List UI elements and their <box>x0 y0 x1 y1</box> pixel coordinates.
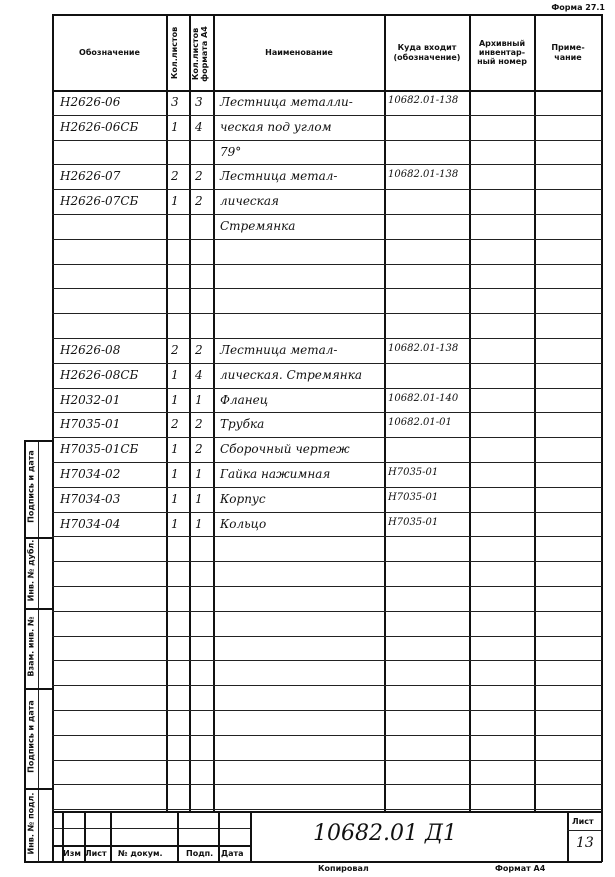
row-count: 1 <box>171 442 179 456</box>
stamp-sheet-number: 13 <box>576 835 594 851</box>
row-a4: 4 <box>195 120 203 134</box>
row-count: 1 <box>171 194 179 208</box>
row-where: 10682.01-140 <box>388 393 459 404</box>
row-where: H7035-01 <box>388 517 439 528</box>
row-line <box>52 636 602 637</box>
side-label-sign-date-top: Подпись и дата <box>26 450 36 523</box>
row-line <box>52 536 602 537</box>
row-a4: 3 <box>195 95 203 109</box>
row-name: Фланец <box>220 393 269 407</box>
side-label-dupl-inv: Инв. № дубл. <box>26 539 36 602</box>
stamp-date: Дата <box>221 849 244 858</box>
row-a4: 1 <box>195 393 203 407</box>
row-a4: 1 <box>195 467 203 481</box>
row-line <box>52 313 602 314</box>
stamp-col-d <box>177 811 179 861</box>
stamp-row-2 <box>52 845 250 847</box>
row-designation: H7035-01 <box>60 417 121 431</box>
row-designation: H2032-01 <box>60 393 121 407</box>
side-label-sign-date-bottom: Подпись и дата <box>26 700 36 773</box>
stamp-sheet-label: Лист <box>572 817 594 826</box>
row-count: 1 <box>171 467 179 481</box>
row-designation: H7034-04 <box>60 517 121 531</box>
row-line <box>52 487 602 488</box>
row-line <box>52 685 602 686</box>
row-line <box>52 189 602 190</box>
row-line <box>52 611 602 612</box>
stamp-col-c <box>110 811 112 861</box>
row-count: 1 <box>171 368 179 382</box>
row-designation: H2626-06СБ <box>60 120 139 134</box>
row-line <box>52 140 602 141</box>
row-count: 3 <box>171 95 179 109</box>
row-name: ческая под углом <box>220 120 332 134</box>
row-line <box>52 412 602 413</box>
row-line <box>52 214 602 215</box>
side-label-orig-inv: Инв. № подл. <box>26 792 36 855</box>
stamp-row-1 <box>52 828 250 829</box>
row-name: Лестница металли- <box>220 95 353 109</box>
side-strip-divider <box>38 440 39 862</box>
row-a4: 2 <box>195 169 203 183</box>
row-count: 1 <box>171 120 179 134</box>
form-label: Форма 27.1 <box>551 3 605 12</box>
row-line <box>52 363 602 364</box>
row-name: Стремянка <box>220 219 296 233</box>
header-note: Приме-чание <box>551 43 585 62</box>
row-name: Лестница метал- <box>220 343 338 357</box>
header-designation: Обозначение <box>79 47 140 57</box>
row-line <box>52 809 602 810</box>
header-archive: Архивный инвентар-ный номер <box>477 38 527 67</box>
stamp-col-g <box>567 811 569 861</box>
row-name: Сборочный чертеж <box>220 442 350 456</box>
row-where: H7035-01 <box>388 467 439 478</box>
row-line <box>52 462 602 463</box>
row-designation: H2626-07 <box>60 169 121 183</box>
row-line <box>52 437 602 438</box>
row-count: 1 <box>171 517 179 531</box>
row-name: Лестница метал- <box>220 169 338 183</box>
row-a4: 4 <box>195 368 203 382</box>
row-name: Корпус <box>220 492 266 506</box>
row-a4: 1 <box>195 517 203 531</box>
row-where: 10682.01-138 <box>388 169 459 180</box>
document-code: 10682.01 Д1 <box>313 821 457 846</box>
header-sheets-a4: Кол.листов формата А4 <box>191 26 209 82</box>
row-line <box>52 586 602 587</box>
row-line <box>52 735 602 736</box>
row-count: 2 <box>171 169 179 183</box>
row-name: Кольцо <box>220 517 267 531</box>
row-line <box>52 388 602 389</box>
footer-copied: Копировал <box>318 864 369 873</box>
row-line <box>52 239 602 240</box>
stamp-sheet-sep <box>567 830 601 831</box>
row-a4: 2 <box>195 442 203 456</box>
row-name: лическая <box>220 194 279 208</box>
row-designation: H2626-08 <box>60 343 121 357</box>
stamp-col-f <box>250 811 252 861</box>
row-line <box>52 784 602 785</box>
row-line <box>52 338 602 339</box>
row-line <box>52 710 602 711</box>
side-label-replace-inv: Взам. инв. № <box>26 616 36 677</box>
row-line <box>52 164 602 165</box>
row-designation: H7034-03 <box>60 492 121 506</box>
row-where: 10682.01-138 <box>388 343 459 354</box>
row-count: 1 <box>171 492 179 506</box>
row-line <box>52 660 602 661</box>
row-line <box>52 264 602 265</box>
row-line <box>52 288 602 289</box>
row-name: лическая. Стремянка <box>220 368 363 382</box>
row-line <box>52 115 602 116</box>
header-where-used: Куда входит (обозначение) <box>393 43 461 62</box>
row-where: H7035-01 <box>388 492 439 503</box>
row-designation: H2626-07СБ <box>60 194 139 208</box>
row-count: 1 <box>171 393 179 407</box>
row-count: 2 <box>171 343 179 357</box>
row-name: Гайка нажимная <box>220 467 331 481</box>
stamp-change: Изм <box>63 849 81 858</box>
row-a4: 2 <box>195 343 203 357</box>
row-name: Трубка <box>220 417 265 431</box>
row-designation: H2626-06 <box>60 95 121 109</box>
row-name: 79° <box>220 145 242 159</box>
row-a4: 1 <box>195 492 203 506</box>
stamp-doc-no: № докум. <box>118 849 163 858</box>
row-designation: H2626-08СБ <box>60 368 139 382</box>
row-designation: H7035-01СБ <box>60 442 139 456</box>
row-a4: 2 <box>195 194 203 208</box>
frame-bottom <box>24 861 602 863</box>
row-where: 10682.01-138 <box>388 95 459 106</box>
row-count: 2 <box>171 417 179 431</box>
stamp-sign: Подп. <box>186 849 214 858</box>
header-name: Наименование <box>265 47 333 57</box>
row-designation: H7034-02 <box>60 467 121 481</box>
footer-format: Формат А4 <box>495 864 546 873</box>
row-line <box>52 561 602 562</box>
row-line <box>52 512 602 513</box>
stamp-col-e <box>218 811 220 861</box>
row-line <box>52 760 602 761</box>
row-a4: 2 <box>195 417 203 431</box>
row-where: 10682.01-01 <box>388 417 452 428</box>
header-sheets-count: Кол.листов <box>170 26 179 80</box>
stamp-top <box>52 811 602 813</box>
stamp-sheet-col: Лист <box>85 849 107 858</box>
header-separator <box>52 90 602 92</box>
